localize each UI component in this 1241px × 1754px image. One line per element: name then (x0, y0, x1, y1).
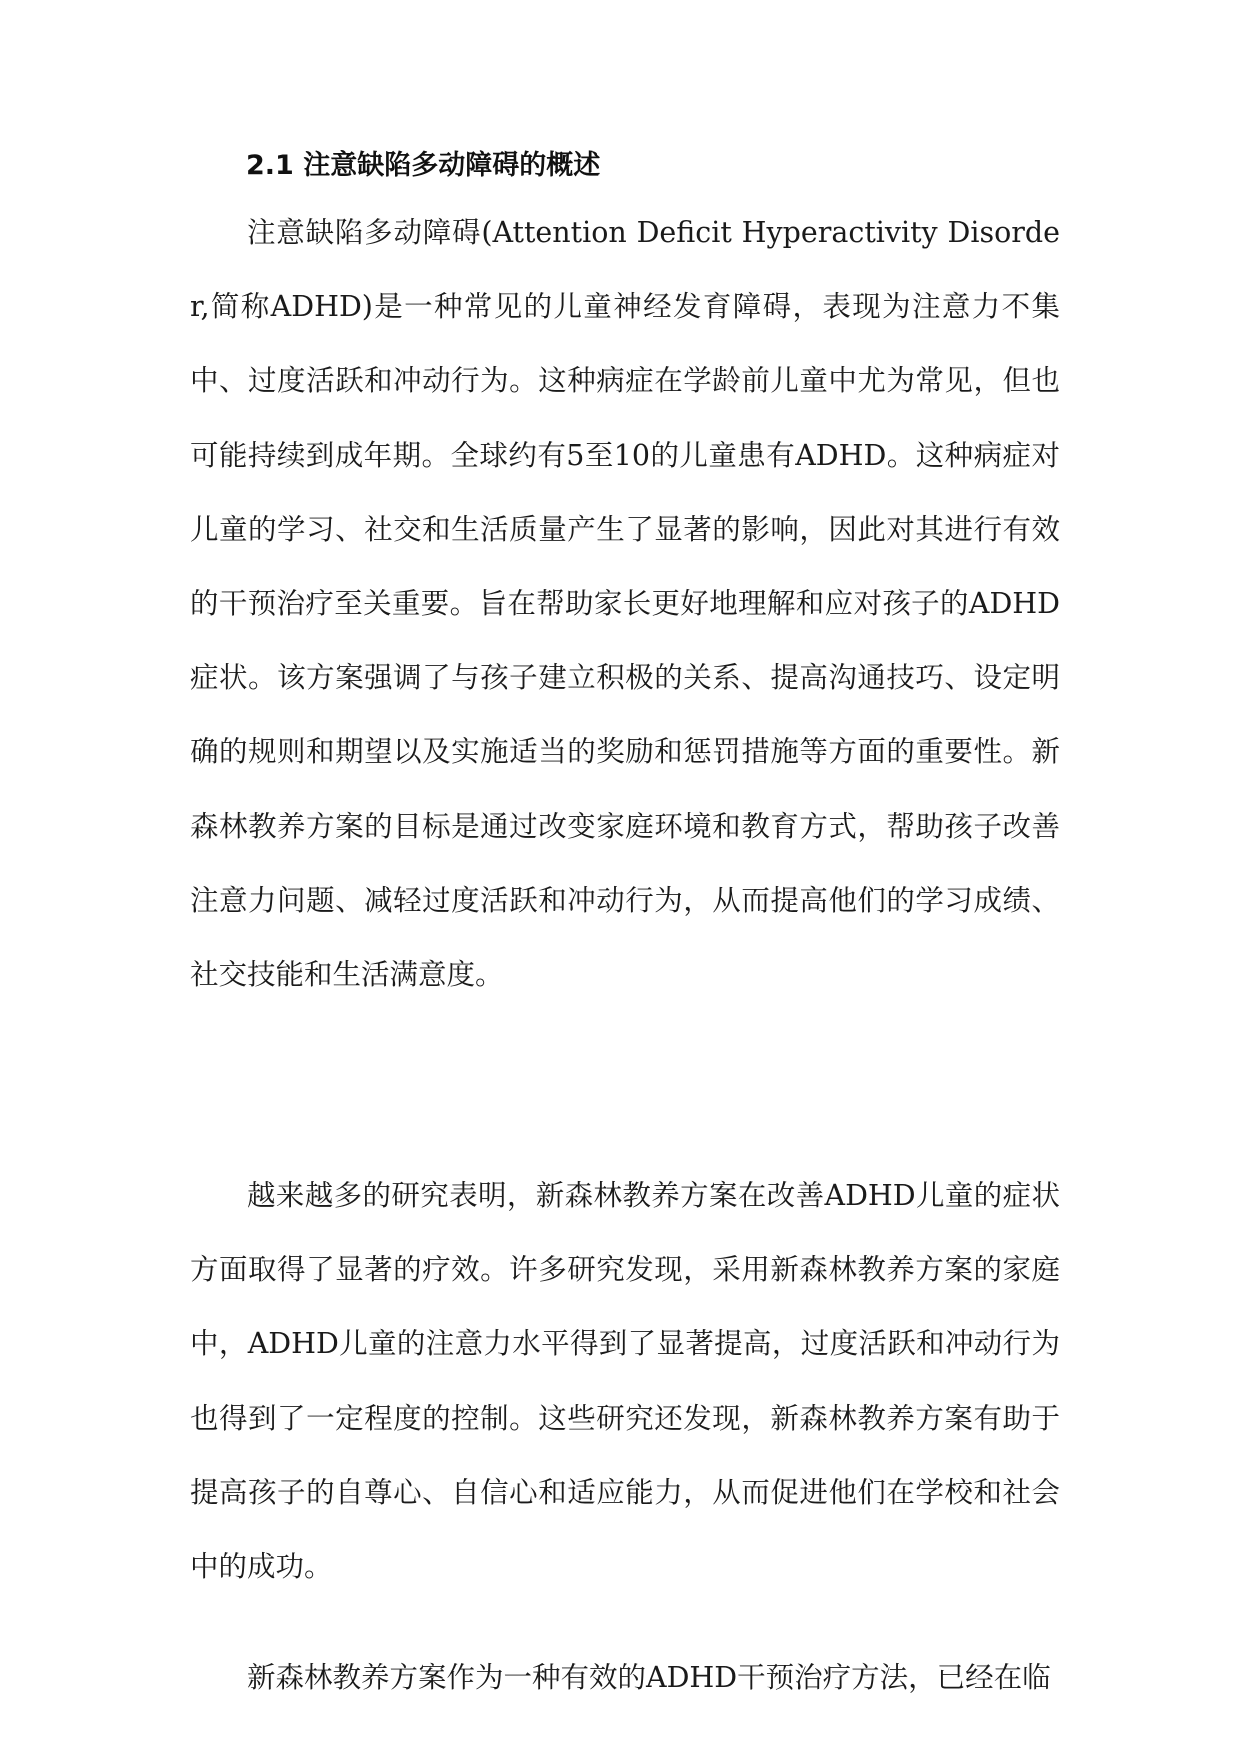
paragraph-research-findings: 越来越多的研究表明，新森林教养方案在改善ADHD儿童的症状方面取得了显著的疗效。许多研究发现，采用新森林教养方案的家庭中，ADHD儿童的注意力水平得到了显著提高，过度活跃和冲动行为也得到了一定程度的控制。这些研究还发现，新森林教养方案有助于提高孩子的自尊心、自信心和适应能力，从而促进他们在学校和社会中的成功。 (190, 1179, 1060, 1584)
section-heading: 2.1 注意缺陷多动障碍的概述 (246, 150, 601, 181)
paragraph-adhd-overview: 注意缺陷多动障碍(Attention Deficit Hyperactivity Disorder,简称ADHD)是一种常见的儿童神经发育障碍，表现为注意力不集中、过度活跃和冲动行为。这种病症在学龄前儿童中尤为常见，但也可能持续到成年期。全球约有5至10的儿童患有ADHD。这种病症对儿童的学习、社交和生活质量产生了显著的影响，因此对其进行有效的干预治疗至关重要。旨在帮助家长更好地理解和应对孩子的ADHD症状。该方案强调了与孩子建立积极的关系、提高沟通技巧、设定明确的规则和期望以及实施适当的奖励和惩罚措施等方面的重要性。新森林教养方案的目标是通过改变家庭环境和教育方式，帮助孩子改善注意力问题、减轻过度活跃和冲动行为，从而提高他们的学习成绩、社交技能和生活满意度。 (190, 216, 1060, 992)
paragraph-intervention: 新森林教养方案作为一种有效的ADHD干预治疗方法，已经在临 (247, 1661, 1051, 1694)
